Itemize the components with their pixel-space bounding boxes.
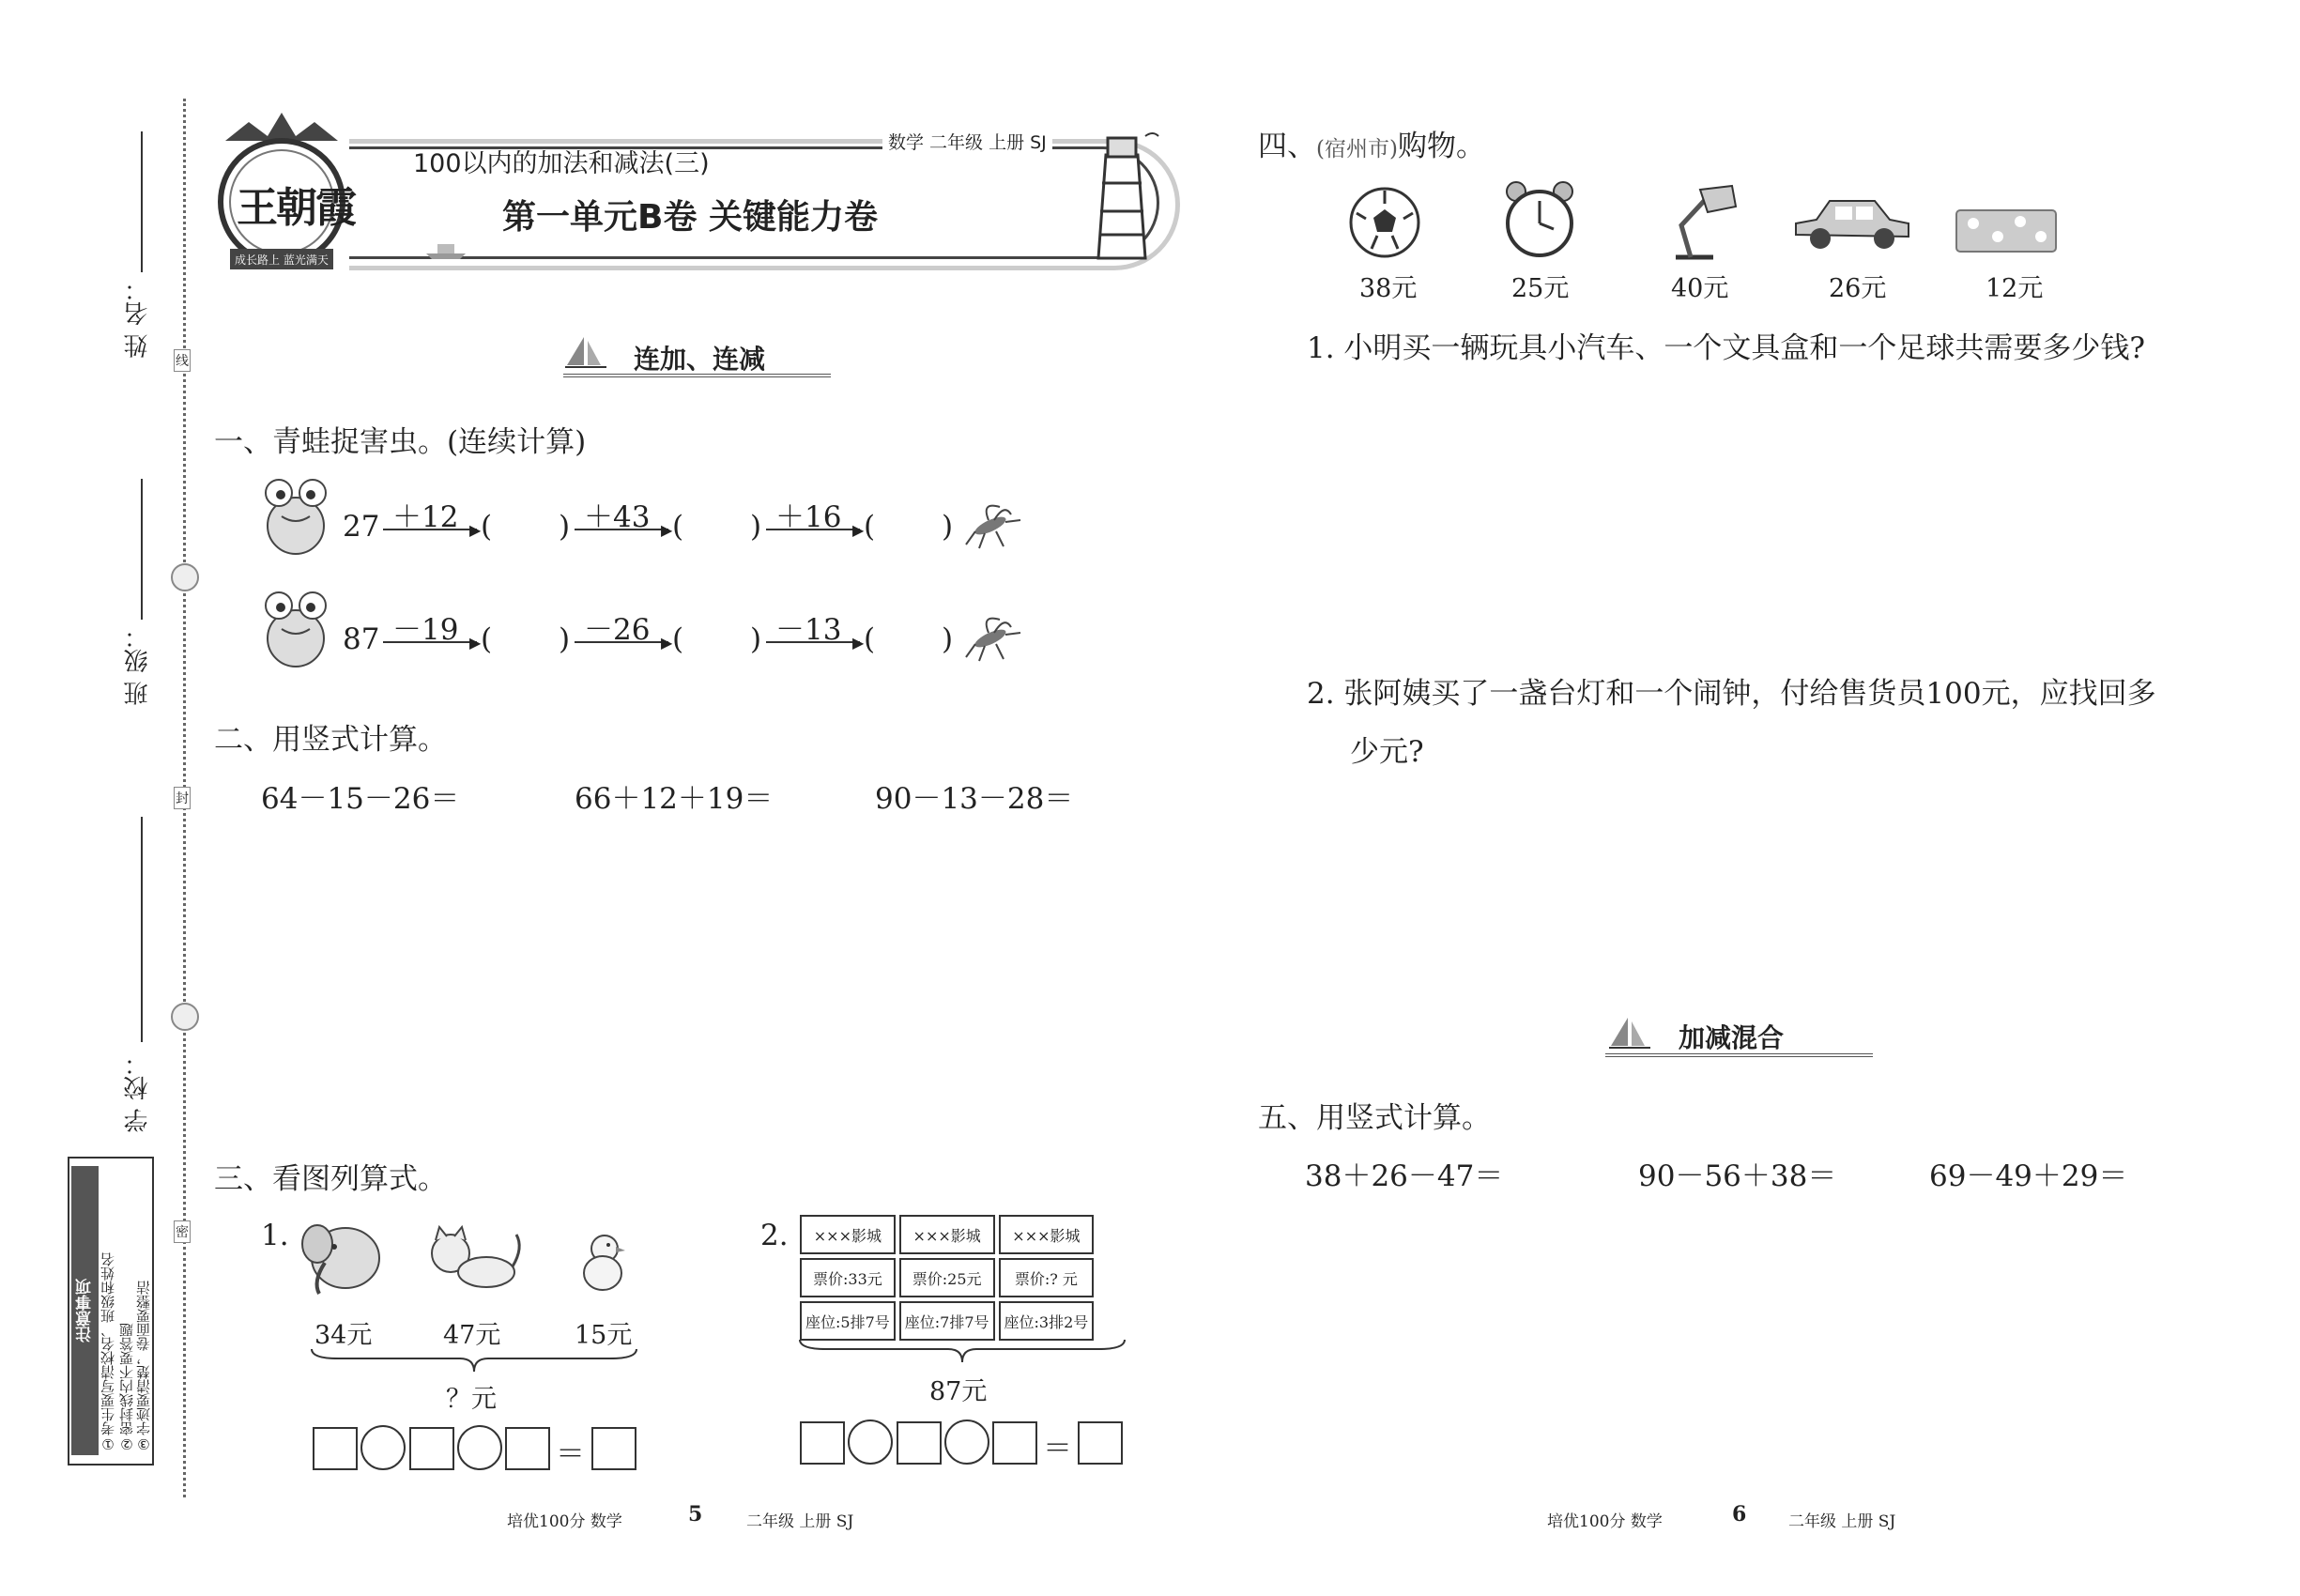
arrow [766, 529, 860, 530]
ticket-price: 票价:? 元 [999, 1258, 1095, 1297]
q3-1-price: 34元 [314, 1321, 373, 1350]
pencil-box-icon [1953, 205, 2061, 256]
answer-blank[interactable] [881, 620, 937, 657]
school-field[interactable] [141, 817, 143, 1042]
operator-circle[interactable] [848, 1420, 893, 1465]
answer-blank[interactable] [498, 620, 554, 657]
arrow-head-icon: ▶ [469, 634, 482, 652]
desk-lamp-icon [1657, 178, 1741, 263]
frog-icon [258, 587, 333, 671]
brace-icon [310, 1347, 638, 1375]
q2-item-2: 66＋12＋19＝ [575, 782, 774, 816]
ticket-price: 票价:33元 [800, 1258, 896, 1297]
alarm-clock-icon [1497, 178, 1582, 263]
class-field[interactable] [141, 479, 143, 620]
arrow-head-icon: ▶ [469, 521, 482, 539]
chain2-op: －19 [392, 613, 459, 647]
footer-left-grade: 二年级 上册 SJ [746, 1512, 854, 1531]
sailboat-icon [563, 333, 608, 371]
answer-box[interactable] [313, 1427, 358, 1470]
footer-right-grade: 二年级 上册 SJ [1788, 1512, 1896, 1531]
banner-label-chain: 连加、连减 [634, 344, 766, 375]
cat-icon [422, 1225, 526, 1300]
q4-2-text-line2: 少元? [1350, 735, 1424, 769]
answer-blank[interactable] [498, 507, 554, 545]
frog-icon [258, 474, 333, 559]
q4-2-answer-area[interactable] [1307, 779, 2227, 995]
item-price-car: 26元 [1829, 274, 1887, 303]
q3-2-total: 87元 [929, 1377, 988, 1406]
mosquito-icon [962, 498, 1023, 549]
q3-2-number: 2. [760, 1219, 789, 1252]
chain1-op: ＋12 [392, 500, 459, 534]
item-price-lamp: 40元 [1671, 274, 1729, 303]
page-number-left: 5 [688, 1502, 703, 1527]
elephant-icon [299, 1211, 388, 1300]
answer-box[interactable] [800, 1421, 845, 1465]
school-label: 学 校： [124, 1051, 152, 1133]
chain2-op: －26 [584, 613, 651, 647]
banner-underline [1605, 1053, 1873, 1057]
toy-car-icon [1788, 188, 1915, 258]
cut-mark-line: 线 [174, 349, 191, 372]
paren-open: ( [672, 622, 684, 656]
footer-left-brand: 培优100分 数学 [507, 1512, 622, 1531]
notes-box [68, 1157, 154, 1466]
answer-box[interactable] [992, 1421, 1037, 1465]
arrow-head-icon: ▶ [661, 634, 673, 652]
lighthouse-icon [1080, 127, 1164, 263]
item-price-ball: 38元 [1359, 274, 1418, 303]
q3-1-total: ？元 [446, 1385, 497, 1414]
note-2: ②密封线内不要答题 [118, 1323, 135, 1452]
cut-mark-seal: 封 [174, 787, 191, 809]
q3-1-number: 1. [261, 1219, 289, 1252]
q3-title: 三、看图列算式。 [214, 1162, 447, 1196]
q1-title: 一、青蛙捉害虫。(连续计算) [214, 425, 587, 459]
footer-right-brand: 培优100分 数学 [1547, 1512, 1663, 1531]
q5-title: 五、用竖式计算。 [1258, 1101, 1491, 1135]
chain1-op: ＋43 [584, 500, 651, 534]
item-price-box: 12元 [1986, 274, 2044, 303]
name-label: 姓 名： [124, 277, 152, 359]
paren-close: ) [559, 510, 571, 544]
paren-open: ( [864, 622, 876, 656]
ticket-seat: 座位:5排7号 [800, 1301, 896, 1341]
q2-item-1: 64－15－26＝ [261, 782, 460, 816]
brand-logo-text: 王朝霞 [237, 184, 355, 232]
q4-1-answer-area[interactable] [1307, 376, 2227, 657]
operator-circle[interactable] [457, 1425, 502, 1470]
q4-2-text-line1: 2. 张阿姨买了一盏台灯和一个闹钟，付给售货员100元，应找回多 [1307, 677, 2156, 711]
seal-dot-icon [171, 563, 199, 591]
q4-1-text: 1. 小明买一辆玩具小汽车、一个文具盒和一个足球共需要多少钱? [1307, 331, 2146, 365]
paren-close: ) [559, 622, 571, 656]
paren-close: ) [750, 622, 762, 656]
chick-icon [575, 1230, 631, 1296]
q5-item-2: 90－56＋38＝ [1638, 1159, 1837, 1193]
answer-blank[interactable] [689, 507, 745, 545]
soccer-ball-icon [1347, 185, 1422, 260]
paren-close: ) [750, 510, 762, 544]
ticket-cinema: ×××影城 [800, 1215, 896, 1254]
q5-item-1: 38＋26－47＝ [1305, 1159, 1504, 1193]
ticket-price: 票价:25元 [899, 1258, 995, 1297]
arrow-head-icon: ▶ [661, 521, 673, 539]
paren-close: ) [942, 622, 954, 656]
answer-blank[interactable] [881, 507, 937, 545]
chain2-op: －13 [775, 613, 842, 647]
q4-city: (宿州市) [1316, 137, 1398, 161]
answer-box[interactable] [505, 1427, 550, 1470]
operator-circle[interactable] [360, 1425, 406, 1470]
arrow [383, 641, 477, 643]
paren-open: ( [672, 510, 684, 544]
paren-open: ( [864, 510, 876, 544]
class-label: 班 级： [124, 624, 152, 706]
answer-box[interactable] [409, 1427, 454, 1470]
q4-suffix: 购物。 [1397, 130, 1485, 163]
arrow [383, 529, 477, 530]
ticket-table [796, 1211, 1097, 1344]
mosquito-icon [962, 610, 1023, 662]
q2-item-3: 90－13－28＝ [875, 782, 1074, 816]
arrow [766, 641, 860, 643]
page-number-right: 6 [1732, 1502, 1747, 1527]
q4-title [1258, 122, 1485, 164]
chain1-start: 27 [343, 510, 380, 544]
arrow-head-icon: ▶ [852, 634, 865, 652]
notes-title: 注意事项 [71, 1166, 99, 1455]
arrow-head-icon: ▶ [852, 521, 865, 539]
note-1: ①考生要写清校名、班级和姓名 [100, 1252, 116, 1452]
note-3: ③字迹要清楚，卷面要整洁 [135, 1281, 152, 1452]
cut-mark-secret: 密 [174, 1220, 191, 1243]
q2-title: 二、用竖式计算。 [214, 723, 447, 757]
ticket-cinema: ×××影城 [899, 1215, 995, 1254]
q4-prefix: 四、 [1258, 130, 1316, 163]
ticket-seat: 座位:7排7号 [899, 1301, 995, 1341]
brace-icon [798, 1338, 1127, 1366]
brand-slogan: 成长路上 蓝光满天 [235, 253, 329, 267]
paren-open: ( [481, 622, 493, 656]
q5-item-3: 69－49＋29＝ [1929, 1159, 2128, 1193]
answer-box[interactable] [591, 1427, 636, 1470]
chain1-op: ＋16 [775, 500, 842, 534]
answer-box[interactable] [1078, 1421, 1123, 1465]
q3-1-price: 15元 [575, 1321, 633, 1350]
item-price-clock: 25元 [1511, 274, 1570, 303]
banner-label-mixed: 加减混合 [1679, 1022, 1785, 1053]
arrow [575, 529, 668, 530]
answer-box[interactable] [897, 1421, 942, 1465]
equals-sign: ＝ [556, 1437, 585, 1471]
course-meta: 数学 二年级 上册 SJ [882, 129, 1052, 154]
banner-underline [563, 374, 831, 377]
ticket-cinema: ×××影城 [999, 1215, 1095, 1254]
ticket-seat: 座位:3排2号 [999, 1301, 1095, 1341]
page-title: 第一单元B卷 关键能力卷 [502, 198, 878, 237]
paren-close: ) [942, 510, 954, 544]
sailboat-icon [1607, 1014, 1652, 1051]
answer-blank[interactable] [689, 620, 745, 657]
name-field[interactable] [141, 131, 143, 272]
operator-circle[interactable] [944, 1420, 989, 1465]
arrow [575, 641, 668, 643]
equals-sign: ＝ [1043, 1432, 1072, 1466]
q3-1-price: 47元 [443, 1321, 501, 1350]
boat-icon [422, 235, 469, 261]
seal-dot-icon [171, 1003, 199, 1031]
chain2-start: 87 [343, 622, 380, 656]
unit-topic: 100以内的加法和减法(三) [413, 149, 710, 178]
paren-open: ( [481, 510, 493, 544]
